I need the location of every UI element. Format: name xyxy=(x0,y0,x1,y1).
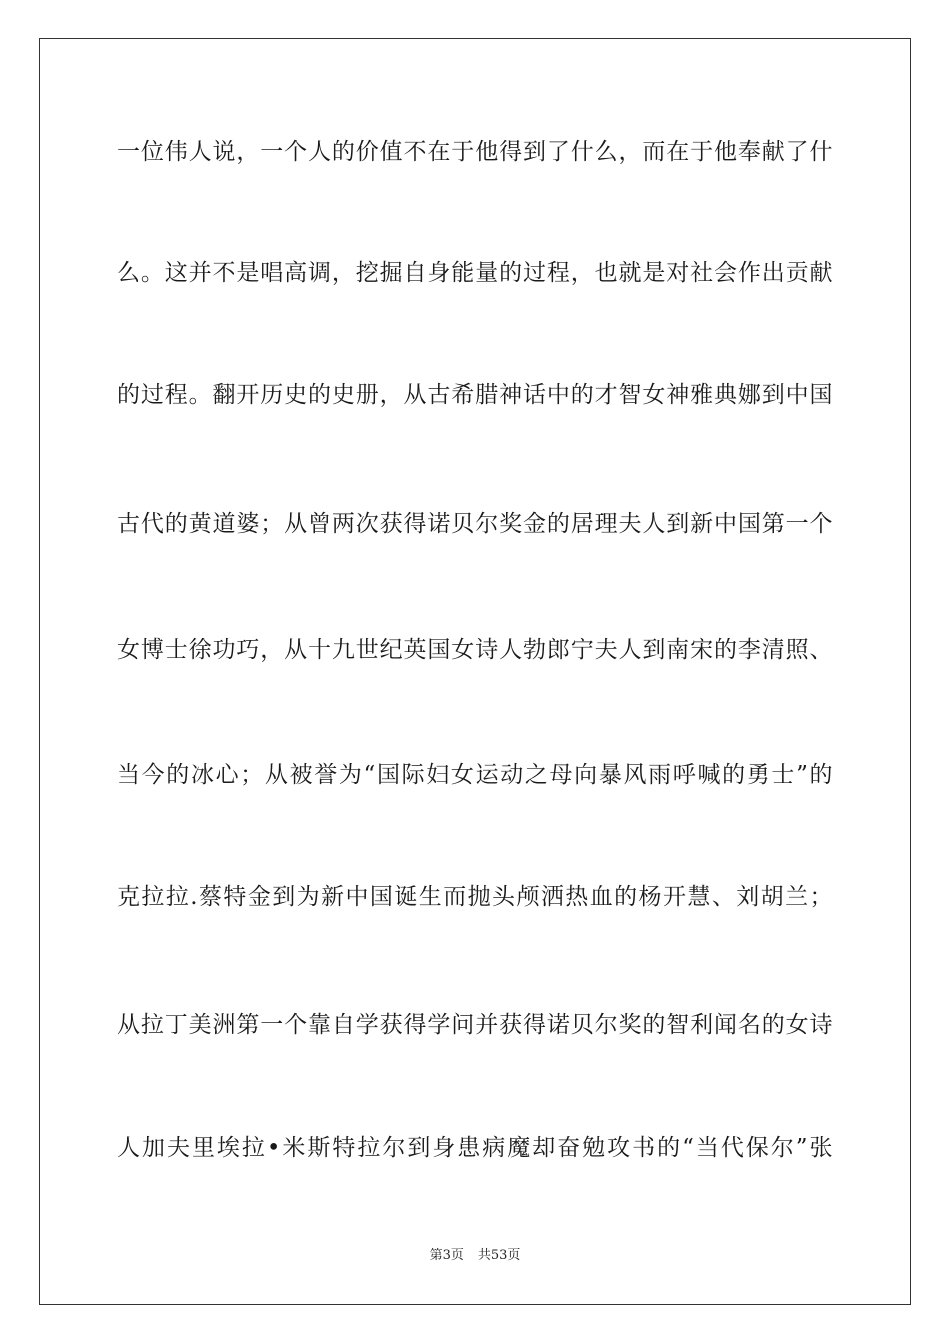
body-text-line: 当今的冰心；从被誉为“国际妇女运动之母向暴风雨呼喊的勇士”的 xyxy=(117,762,833,788)
body-text-line: 么。这并不是唱高调，挖掘自身能量的过程，也就是对社会作出贡献 xyxy=(117,260,833,286)
body-text-line: 女博士徐功巧，从十九世纪英国女诗人勃郎宁夫人到南宋的李清照、 xyxy=(117,637,833,663)
body-text-line: 一位伟人说，一个人的价值不在于他得到了什么，而在于他奉献了什 xyxy=(117,139,833,165)
body-text-line: 从拉丁美洲第一个靠自学获得学问并获得诺贝尔奖的智利闻名的女诗 xyxy=(117,1012,833,1038)
body-text-line: 人加夫里埃拉•米斯特拉尔到身患病魔却奋勉攻书的“当代保尔”张 xyxy=(117,1135,833,1161)
page-number: 第3页 xyxy=(429,1248,464,1263)
page-footer xyxy=(0,1247,950,1265)
total-pages: 共53页 xyxy=(477,1248,521,1263)
page-frame xyxy=(39,38,911,1305)
body-text-line: 克拉拉.蔡特金到为新中国诞生而抛头颅洒热血的杨开慧、刘胡兰； xyxy=(117,884,833,910)
body-text-line: 古代的黄道婆；从曾两次获得诺贝尔奖金的居理夫人到新中国第一个 xyxy=(117,511,833,537)
body-text-line: 的过程。翻开历史的史册，从古希腊神话中的才智女神雅典娜到中国 xyxy=(117,382,833,408)
